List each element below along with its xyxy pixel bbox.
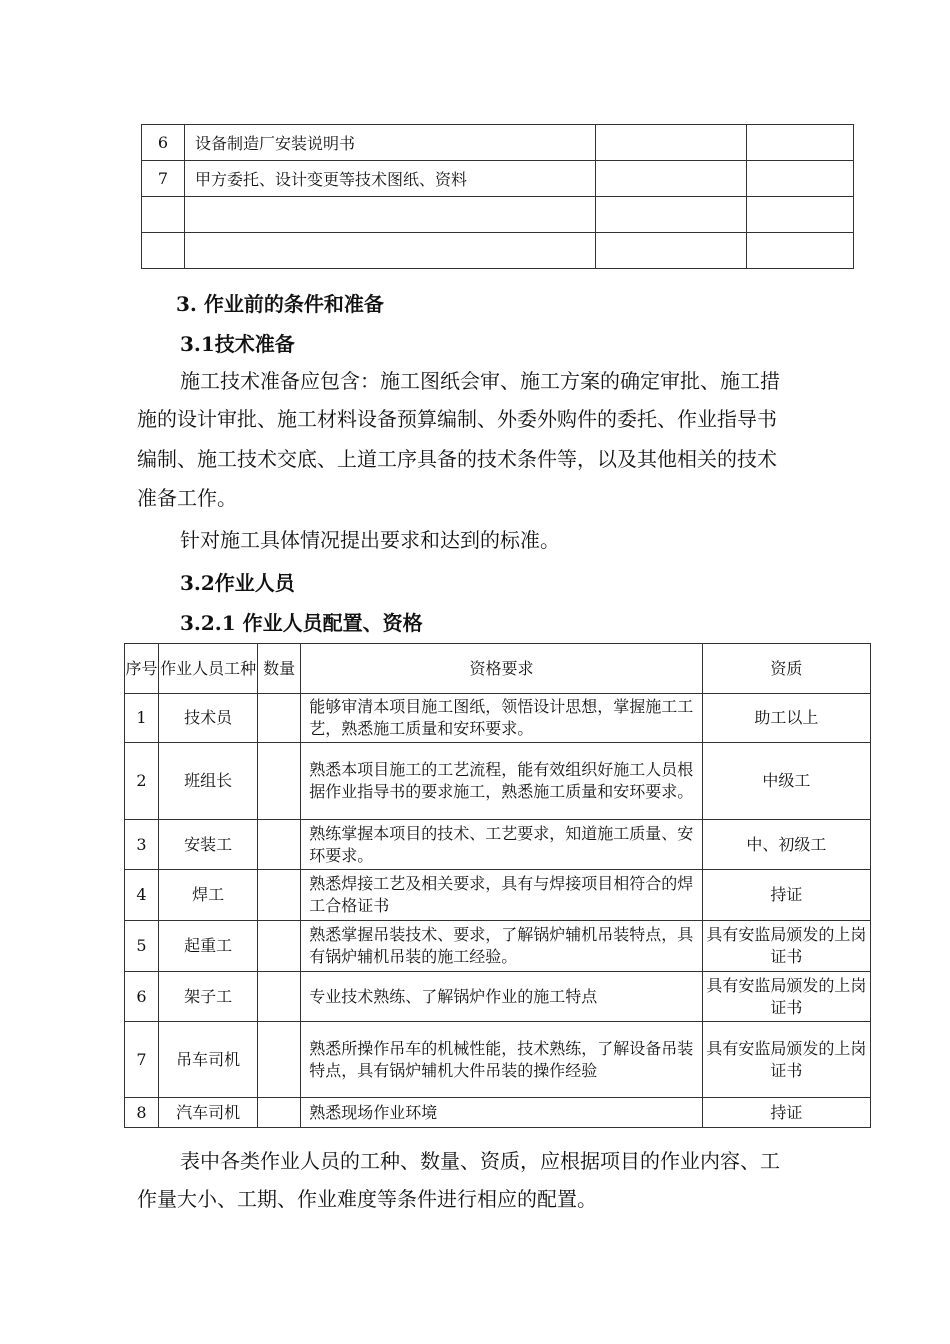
cell-type: 汽车司机 xyxy=(159,1098,258,1128)
header-type: 作业人员工种 xyxy=(159,644,258,694)
paragraph-line: 表中各类作业人员的工种、数量、资质，应根据项目的作业内容、工 xyxy=(180,1149,780,1173)
table-row xyxy=(125,870,871,921)
cell-qty xyxy=(258,694,301,743)
cell-qty xyxy=(258,972,301,1022)
cell-seq: 6 xyxy=(125,972,159,1022)
subsection-heading: 3.2作业人员 xyxy=(180,571,295,595)
cell-seq: 1 xyxy=(125,694,159,743)
cell-type: 起重工 xyxy=(159,921,258,972)
paragraph-line: 针对施工具体情况提出要求和达到的标准。 xyxy=(180,528,560,552)
empty-cell xyxy=(747,161,854,197)
table-row xyxy=(142,233,854,269)
table-row xyxy=(142,197,854,233)
header-req: 资格要求 xyxy=(301,644,703,694)
cell-type: 班组长 xyxy=(159,743,258,820)
table-row xyxy=(125,921,871,972)
paragraph-line: 作量大小、工期、作业难度等条件进行相应的配置。 xyxy=(137,1187,597,1211)
paragraph-line: 准备工作。 xyxy=(137,486,237,510)
reference-documents-table xyxy=(141,124,854,269)
header-cert: 资质 xyxy=(702,644,870,694)
header-seq: 序号 xyxy=(125,644,159,694)
table-row xyxy=(125,1098,871,1128)
cell-type: 技术员 xyxy=(159,694,258,743)
paragraph-line: 施的设计审批、施工材料设备预算编制、外委外购件的委托、作业指导书 xyxy=(137,407,777,431)
subsection-heading: 3.1技术准备 xyxy=(180,332,295,356)
table-row xyxy=(125,820,871,870)
cell-req: 熟悉掌握吊装技术、要求，了解锅炉辅机吊装特点，具有锅炉辅机吊装的施工经验。 xyxy=(301,921,703,972)
empty-cell xyxy=(747,125,854,161)
cell-qty xyxy=(258,743,301,820)
cell-qty xyxy=(258,820,301,870)
cell-seq: 5 xyxy=(125,921,159,972)
row-number xyxy=(142,197,185,233)
table-row xyxy=(125,972,871,1022)
cell-req: 熟悉本项目施工的工艺流程，能有效组织好施工人员根据作业指导书的要求施工，熟悉施工质量和安环要求。 xyxy=(301,743,703,820)
cell-req: 熟练掌握本项目的技术、工艺要求，知道施工质量、安环要求。 xyxy=(301,820,703,870)
cell-seq: 7 xyxy=(125,1022,159,1098)
cell-seq: 2 xyxy=(125,743,159,820)
cell-cert: 中级工 xyxy=(702,743,870,820)
cell-type: 安装工 xyxy=(159,820,258,870)
cell-type: 架子工 xyxy=(159,972,258,1022)
header-qty: 数量 xyxy=(258,644,301,694)
table-row xyxy=(125,694,871,743)
table-row xyxy=(125,743,871,820)
empty-cell xyxy=(596,161,747,197)
document-name xyxy=(185,233,596,269)
cell-req: 熟悉现场作业环境 xyxy=(301,1098,703,1128)
cell-req: 专业技术熟练、了解锅炉作业的施工特点 xyxy=(301,972,703,1022)
cell-cert: 具有安监局颁发的上岗证书 xyxy=(702,972,870,1022)
cell-cert: 具有安监局颁发的上岗证书 xyxy=(702,1022,870,1098)
empty-cell xyxy=(747,233,854,269)
table-header-row xyxy=(125,644,871,694)
cell-type: 焊工 xyxy=(159,870,258,921)
section-heading: 3. 作业前的条件和准备 xyxy=(176,292,384,316)
paragraph-line: 施工技术准备应包含：施工图纸会审、施工方案的确定审批、施工措 xyxy=(180,369,780,393)
personnel-table xyxy=(124,643,871,1128)
row-number xyxy=(142,233,185,269)
empty-cell xyxy=(596,125,747,161)
table-row xyxy=(125,1022,871,1098)
cell-qty xyxy=(258,870,301,921)
cell-req: 熟悉焊接工艺及相关要求，具有与焊接项目相符合的焊工合格证书 xyxy=(301,870,703,921)
cell-qty xyxy=(258,1098,301,1128)
cell-seq: 3 xyxy=(125,820,159,870)
subsection-heading: 3.2.1 作业人员配置、资格 xyxy=(180,611,423,635)
cell-cert: 助工以上 xyxy=(702,694,870,743)
row-number: 6 xyxy=(142,125,185,161)
cell-req: 能够审清本项目施工图纸，领悟设计思想，掌握施工工艺，熟悉施工质量和安环要求。 xyxy=(301,694,703,743)
table-row xyxy=(142,161,854,197)
empty-cell xyxy=(747,197,854,233)
empty-cell xyxy=(596,197,747,233)
document-name: 设备制造厂安装说明书 xyxy=(185,125,596,161)
cell-type: 吊车司机 xyxy=(159,1022,258,1098)
empty-cell xyxy=(596,233,747,269)
cell-qty xyxy=(258,1022,301,1098)
paragraph-line: 编制、施工技术交底、上道工序具备的技术条件等，以及其他相关的技术 xyxy=(137,447,777,471)
cell-seq: 4 xyxy=(125,870,159,921)
cell-cert: 持证 xyxy=(702,1098,870,1128)
cell-cert: 中、初级工 xyxy=(702,820,870,870)
cell-cert: 持证 xyxy=(702,870,870,921)
document-name xyxy=(185,197,596,233)
cell-seq: 8 xyxy=(125,1098,159,1128)
cell-qty xyxy=(258,921,301,972)
cell-req: 熟悉所操作吊车的机械性能，技术熟练，了解设备吊装特点，具有锅炉辅机大件吊装的操作经验 xyxy=(301,1022,703,1098)
table-row xyxy=(142,125,854,161)
document-name: 甲方委托、设计变更等技术图纸、资料 xyxy=(185,161,596,197)
row-number: 7 xyxy=(142,161,185,197)
cell-cert: 具有安监局颁发的上岗证书 xyxy=(702,921,870,972)
